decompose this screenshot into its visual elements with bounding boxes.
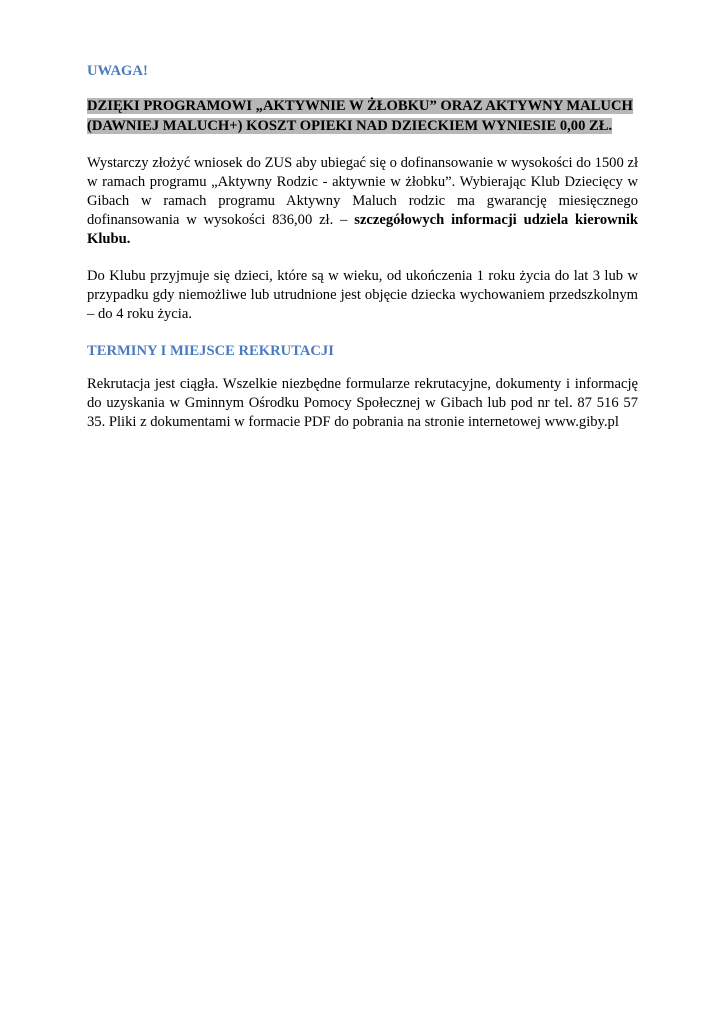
recruitment-paragraph: Rekrutacja jest ciągła. Wszelkie niezbędne formularze rekrutacyjne, dokumenty i informację do uzyskania w Gminnym Ośrodku Pomocy Społecznej w Gibach lub pod nr tel. 87 516 57 35. Pliki z dokumentami w formacie PDF do pobrania na stronie internetowej www.giby.pl	[87, 376, 638, 430]
banner-line-1: DZIĘKI PROGRAMOWI „AKTYWNIE W ŻŁOBKU” ORAZ AKTYWNY MALUCH	[87, 98, 633, 114]
funding-paragraph-bold: szczegółowych informacji udziela kierownik Klubu.	[87, 212, 639, 247]
funding-paragraph-text: Wystarczy złożyć wniosek do ZUS aby ubiegać się o dofinansowanie w wysokości do 1500 zł w ramach programu „Aktywny Rodzic - aktywnie w żłobku”. Wybierając Klub Dziecięcy w Gibach w ramach programu Aktywny Maluch rodzic ma gwarancję miesięcznego dofinansowania w wysokości 836,00 zł. –	[87, 155, 638, 228]
attention-heading: UWAGA!	[87, 63, 148, 79]
age-paragraph: Do Klubu przyjmuje się dzieci, które są w wieku, od ukończenia 1 roku życia do lat 3 lub w przypadku gdy niemożliwe lub utrudnione jest objęcie dziecka wychowaniem przedszkolnym – do 4 roku życia.	[87, 268, 638, 322]
banner-line-2: (DAWNIEJ MALUCH+) KOSZT OPIEKI NAD DZIECKIEM WYNIESIE 0,00 ZŁ.	[87, 118, 613, 134]
funding-paragraph	[87, 154, 638, 249]
document-page	[87, 62, 638, 432]
recruitment-heading: TERMINY I MIEJSCE REKRUTACJI	[87, 343, 334, 359]
funding-banner	[87, 96, 638, 136]
